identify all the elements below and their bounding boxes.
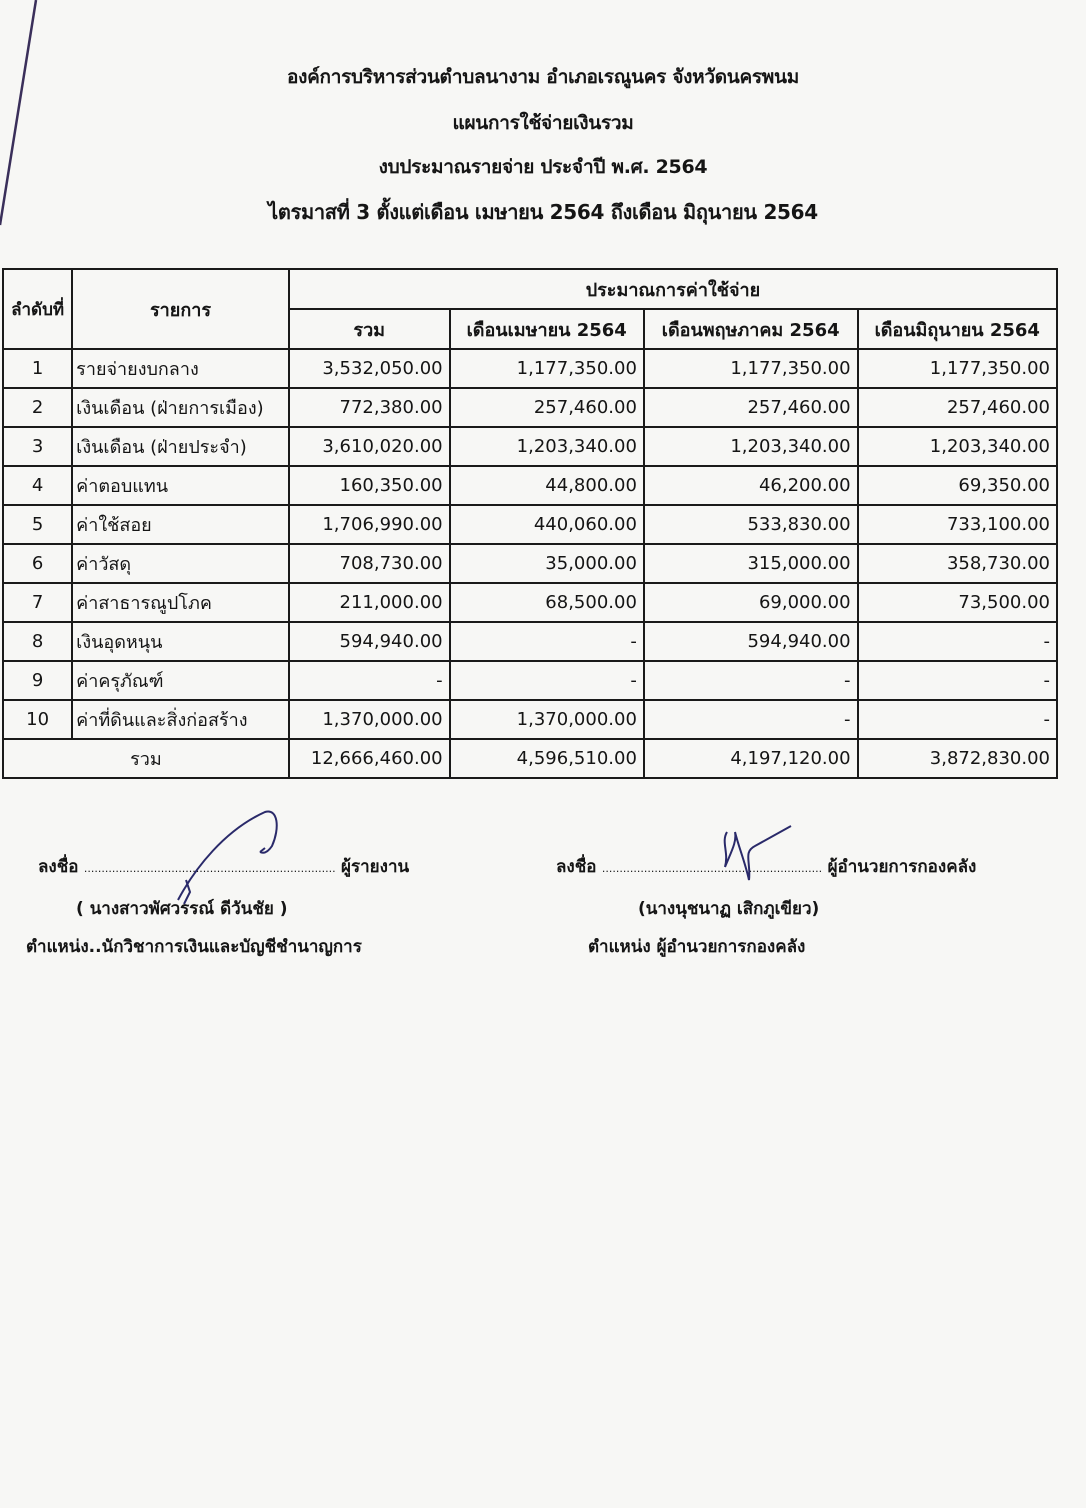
col-header-jun: เดือนมิถุนายน 2564 — [858, 309, 1057, 349]
col-header-total: รวม — [289, 309, 450, 349]
col-header-no: ลำดับที่ — [3, 269, 72, 349]
row-jun: - — [858, 622, 1057, 661]
row-item: เงินเดือน (ฝ่ายการเมือง) — [72, 388, 289, 427]
right-signature-icon — [715, 822, 805, 892]
sum-may: 4,197,120.00 — [644, 739, 858, 778]
row-apr: 68,500.00 — [450, 583, 644, 622]
row-apr: 1,177,350.00 — [450, 349, 644, 388]
row-jun: 73,500.00 — [858, 583, 1057, 622]
row-jun: 257,460.00 — [858, 388, 1057, 427]
row-apr: 1,370,000.00 — [450, 700, 644, 739]
row-may: 257,460.00 — [644, 388, 858, 427]
row-may: 1,177,350.00 — [644, 349, 858, 388]
sum-apr: 4,596,510.00 — [450, 739, 644, 778]
table-row — [3, 661, 1057, 700]
row-number: 8 — [3, 622, 72, 661]
row-jun: - — [858, 700, 1057, 739]
row-apr: - — [450, 622, 644, 661]
row-item: ค่าสาธารณูปโภค — [72, 583, 289, 622]
right-signer-position: ตำแหน่ง ผู้อำนวยการกองคลัง — [588, 937, 806, 957]
row-total: 3,610,020.00 — [289, 427, 450, 466]
row-total: 708,730.00 — [289, 544, 450, 583]
row-may: - — [644, 661, 858, 700]
row-number: 6 — [3, 544, 72, 583]
row-total: 1,370,000.00 — [289, 700, 450, 739]
row-total: 772,380.00 — [289, 388, 450, 427]
sum-total: 12,666,460.00 — [289, 739, 450, 778]
sum-row — [3, 739, 1057, 778]
row-apr: 44,800.00 — [450, 466, 644, 505]
row-item: ค่าครุภัณฑ์ — [72, 661, 289, 700]
sum-label: รวม — [3, 739, 289, 778]
row-apr: 440,060.00 — [450, 505, 644, 544]
org-title: องค์การบริหารส่วนตำบลนางาม อำเภอเรณูนคร จังหวัดนครพนม — [287, 66, 799, 88]
table-row — [3, 544, 1057, 583]
row-number: 1 — [3, 349, 72, 388]
row-may: 594,940.00 — [644, 622, 858, 661]
right-sign-label: ลงชื่อ — [556, 857, 597, 877]
right-sign-dots: ............................................................... — [601, 862, 823, 875]
row-item: ค่าตอบแทน — [72, 466, 289, 505]
row-total: 160,350.00 — [289, 466, 450, 505]
row-number: 2 — [3, 388, 72, 427]
table-row — [3, 622, 1057, 661]
row-number: 9 — [3, 661, 72, 700]
row-jun: 733,100.00 — [858, 505, 1057, 544]
col-header-apr: เดือนเมษายน 2564 — [450, 309, 644, 349]
col-header-item: รายการ — [72, 269, 289, 349]
left-sign-dots: ........................................................................ — [83, 862, 336, 875]
row-number: 7 — [3, 583, 72, 622]
row-item: เงินเดือน (ฝ่ายประจำ) — [72, 427, 289, 466]
table-row — [3, 505, 1057, 544]
left-signature-icon — [170, 808, 290, 908]
row-apr: - — [450, 661, 644, 700]
row-number: 5 — [3, 505, 72, 544]
row-item: ค่าวัสดุ — [72, 544, 289, 583]
right-signer-name: (นางนุชนาฏ เสิกภูเขียว) — [638, 899, 820, 919]
row-item: ค่าใช้สอย — [72, 505, 289, 544]
row-jun: 358,730.00 — [858, 544, 1057, 583]
plan-title: แผนการใช้จ่ายเงินรวม — [452, 112, 634, 134]
row-total: 3,532,050.00 — [289, 349, 450, 388]
row-number: 3 — [3, 427, 72, 466]
row-number: 10 — [3, 700, 72, 739]
table-row — [3, 427, 1057, 466]
left-sign-role: ผู้รายงาน — [341, 857, 410, 877]
table-row — [3, 466, 1057, 505]
row-item: รายจ่ายงบกลาง — [72, 349, 289, 388]
row-jun: - — [858, 661, 1057, 700]
row-total: 594,940.00 — [289, 622, 450, 661]
left-signer-name: ( นางสาวพัศวรรณ์ ดีวันชัย ) — [76, 899, 288, 919]
table-row — [3, 583, 1057, 622]
table-row — [3, 349, 1057, 388]
row-may: 315,000.00 — [644, 544, 858, 583]
row-jun: 69,350.00 — [858, 466, 1057, 505]
row-total: 1,706,990.00 — [289, 505, 450, 544]
row-item: ค่าที่ดินและสิ่งก่อสร้าง — [72, 700, 289, 739]
row-apr: 35,000.00 — [450, 544, 644, 583]
right-sign-role: ผู้อำนวยการกองคลัง — [827, 857, 977, 877]
group-header-estimate: ประมาณการค่าใช้จ่าย — [289, 269, 1057, 309]
sum-jun: 3,872,830.00 — [858, 739, 1057, 778]
row-may: 533,830.00 — [644, 505, 858, 544]
table-row — [3, 700, 1057, 739]
budget-table — [2, 268, 1058, 779]
budget-year-title: งบประมาณรายจ่าย ประจำปี พ.ศ. 2564 — [378, 156, 708, 178]
row-may: 1,203,340.00 — [644, 427, 858, 466]
col-header-may: เดือนพฤษภาคม 2564 — [644, 309, 858, 349]
row-may: 46,200.00 — [644, 466, 858, 505]
row-may: - — [644, 700, 858, 739]
row-total: 211,000.00 — [289, 583, 450, 622]
row-apr: 257,460.00 — [450, 388, 644, 427]
row-apr: 1,203,340.00 — [450, 427, 644, 466]
row-jun: 1,203,340.00 — [858, 427, 1057, 466]
table-row — [3, 388, 1057, 427]
quarter-title: ไตรมาสที่ 3 ตั้งแต่เดือน เมษายน 2564 ถึงเดือน มิถุนายน 2564 — [268, 200, 818, 224]
left-signer-position: ตำแหน่ง..นักวิชาการเงินและบัญชีชำนาญการ — [26, 937, 362, 957]
left-sign-label: ลงชื่อ — [38, 857, 79, 877]
row-may: 69,000.00 — [644, 583, 858, 622]
row-total: - — [289, 661, 450, 700]
row-item: เงินอุดหนุน — [72, 622, 289, 661]
row-jun: 1,177,350.00 — [858, 349, 1057, 388]
row-number: 4 — [3, 466, 72, 505]
